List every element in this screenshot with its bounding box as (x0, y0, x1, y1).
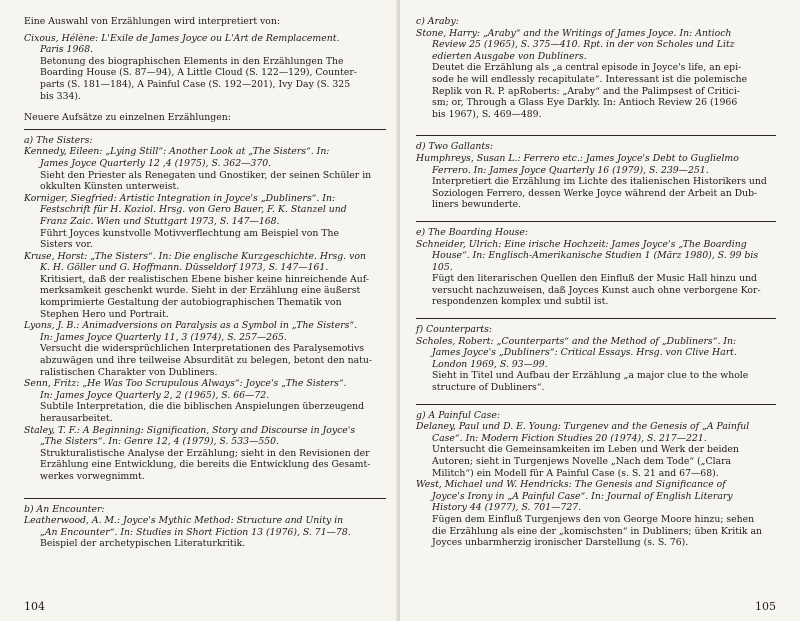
text-line: Paris 1968. (40, 44, 94, 56)
text-line: Senn, Fritz: „He Was Too Scrupulous Always“: Joyce's „The Sisters“. (24, 378, 347, 390)
text-line: Erzählung eine Entwicklung, die bereits die Entwicklung des Gesamt- (40, 459, 371, 471)
text-line: Case“. In: Modern Fiction Studies 20 (1974), S. 217—221. (432, 432, 707, 444)
text-line: Cixous, Hélène: L'Exile de James Joyce ou L'Art de Remplacement. (24, 32, 340, 44)
text-line: Ferrero. In: James Joyce Quarterly 16 (1979), S. 239—251. (432, 164, 709, 176)
text-line: Fügt den literarischen Quellen den Einfluß der Music Hall hinzu und (432, 273, 758, 285)
text-line: Strukturalistische Analyse der Erzählung; sieht in den Revisionen der (40, 447, 370, 459)
left-page-content (24, 16, 386, 550)
text-line: Untersucht die Gemeinsamkeiten im Leben und Werk der beiden (432, 444, 739, 456)
text-line: werkes vorwegnimmt. (40, 470, 145, 482)
right-page (400, 0, 800, 621)
text-line: Kritisiert, daß der realistischen Ebene bisher keine hinreichende Auf- (40, 273, 369, 285)
text-line: Kruse, Horst: „The Sisters“. In: Die englische Kurzgeschichte. Hrsg. von (24, 250, 366, 262)
text-line: Delaney, Paul und D. E. Young: Turgenev and the Genesis of „A Painful (416, 421, 750, 433)
text-line: Sisters vor. (40, 239, 93, 251)
text-line: James Joyce's „Dubliners“: Critical Essays. Hrsg. von Clive Hart. (432, 347, 737, 359)
text-line: merksamkeit geschenkt wurde. Sieht in der Erzählung eine äußerst (40, 285, 361, 297)
spacer (24, 483, 386, 493)
section-divider (24, 129, 386, 130)
text-line: d) Two Gallants: (416, 141, 493, 153)
left-page-number: 104 (24, 600, 45, 613)
text-line: Schneider, Ulrich: Eine irische Hochzeit: James Joyce's „The Boarding (416, 238, 747, 250)
text-line: sm; or, Through a Glass Eye Darkly. In: Antioch Review 26 (1966 (432, 97, 738, 109)
text-line: Joyce's Irony in „A Painful Case“. In: Journal of English Literary (432, 490, 733, 502)
text-line: Soziologen Ferrero, dessen Werke Joyce während der Arbeit an Dub- (432, 187, 758, 199)
text-line: a) The Sisters: (24, 134, 93, 146)
text-line: edierten Ausgabe von Dubliners. (432, 50, 587, 62)
text-line: Betonung des biographischen Elements in den Erzählungen The (40, 55, 344, 67)
text-line: Beispiel der archetypischen Literaturkritik. (40, 538, 246, 550)
text-line: Scholes, Robert: „Counterparts“ and the Method of „Dubliners“. In: (416, 335, 737, 347)
text-line: „An Encounter“. In: Studies in Short Fiction 13 (1976), S. 71—78. (40, 526, 351, 538)
text-line: Stone, Harry: „Araby“ and the Writings of James Joyce. In: Antioch (416, 27, 732, 39)
text-line: okkulten Künsten unterweist. (40, 181, 180, 193)
text-line: Franz Zaic. Wien und Stuttgart 1973, S. 147—168. (40, 215, 280, 227)
text-line: abzuwägen und ihre teilweise Absurdität zu belegen, betont den natu- (40, 355, 373, 367)
right-page-number: 105 (755, 600, 776, 613)
text-line: London 1969, S. 93—99. (432, 358, 548, 370)
text-line: Deutet die Erzählung als „a central episode in Joyce's life, an epi- (432, 62, 742, 74)
text-line: Subtile Interpretation, die die biblischen Anspielungen überzeugend (40, 401, 365, 413)
text-line: 105. (432, 261, 453, 273)
text-line: In: James Joyce Quarterly 11, 3 (1974), S. 257—265. (40, 331, 287, 343)
section-divider (24, 498, 386, 499)
spacer (416, 308, 776, 313)
text-line: Lyons, J. B.: Animadversions on Paralysis as a Symbol in „The Sisters“. (24, 320, 358, 332)
section-divider (416, 135, 776, 136)
text-line: Interpretiert die Erzählung im Lichte des italienischen Historikers und (432, 176, 767, 188)
text-line: Leatherwood, A. M.: Joyce's Mythic Method: Structure and Unity in (24, 515, 344, 527)
text-line: g) A Painful Case: (416, 409, 500, 421)
spacer (24, 102, 386, 112)
text-line: History 44 (1977), S. 701—727. (432, 502, 582, 514)
text-line: bis 1967), S. 469—489. (432, 108, 542, 120)
text-line: c) Araby: (416, 16, 459, 27)
section-divider (416, 404, 776, 405)
text-line: respondenzen komplex und subtil ist. (432, 296, 609, 308)
text-line: Autoren; sieht in Turgenjews Novelle „Nach dem Tode“ („Clara (432, 456, 732, 467)
text-line: Festschrift für H. Koziol. Hrsg. von Gero Bauer, F. K. Stanzel und (40, 204, 347, 216)
text-line: Review 25 (1965), S. 375—410. Rpt. in der von Scholes und Litz (432, 39, 735, 51)
text-line: Joyces unbarmherzig ironischer Darstellung (s. S. 76). (432, 537, 689, 549)
spacer (416, 120, 776, 130)
text-line: bis 334). (40, 90, 81, 102)
text-line: Fügen dem Einfluß Turgenjews den von George Moore hinzu; sehen (432, 513, 755, 525)
text-line: Führt Joyces kunstvolle Motivverflechtung am Beispiel von The (40, 227, 339, 239)
spacer (416, 394, 776, 399)
text-line: e) The Boarding House: (416, 226, 529, 238)
text-line: Versucht die widersprüchlichen Interpretationen des Paralysemotivs (40, 343, 365, 355)
text-line: West, Michael und W. Hendricks: The Genesis and Significance of (416, 479, 726, 491)
text-line: Eine Auswahl von Erzählungen wird interpretiert von: (24, 16, 281, 27)
text-line: Staley, T. F.: A Beginning: Signification, Story and Discourse in Joyce's (24, 424, 356, 436)
text-line: K. H. Göller und G. Hoffmann. Düsseldorf 1973, S. 147—161. (40, 262, 329, 274)
text-line: f) Counterparts: (416, 324, 492, 336)
text-line: In: James Joyce Quarterly 2, 2 (1965), S. 66—72. (40, 389, 270, 401)
text-line: Sieht in Titel und Aufbau der Erzählung „a major clue to the whole (432, 370, 749, 382)
text-line: Neuere Aufsätze zu einzelnen Erzählungen: (24, 112, 231, 124)
text-line: die Erzählung als eine der „komischsten“ in Dubliners; üben Kritik an (432, 525, 763, 537)
text-line: herausarbeitet. (40, 413, 113, 424)
text-line: Stephen Hero und Portrait. (40, 308, 169, 320)
right-page-content (416, 16, 776, 549)
text-line: liners bewunderte. (432, 199, 522, 211)
text-line: Boarding House (S. 87—94), A Little Cloud (S. 122—129), Counter- (40, 67, 357, 79)
text-line: Sieht den Priester als Renegaten und Gnostiker, der seinen Schüler in (40, 169, 372, 181)
text-line: Korniger, Siegfried: Artistic Integration in Joyce's „Dubliners“. In: (24, 192, 336, 204)
text-line: Kennedy, Eileen: „Lying Still“: Another Look at „The Sisters“. In: (24, 146, 330, 158)
text-line: structure of Dubliners“. (432, 382, 545, 394)
text-line: komprimierte Gestaltung der autobiographischen Thematik von (40, 297, 342, 309)
section-divider (416, 221, 776, 222)
spacer (416, 211, 776, 216)
text-line: b) An Encounter: (24, 503, 105, 515)
text-line: parts (S. 181—184), A Painful Case (S. 192—201), Ivy Day (S. 325 (40, 78, 351, 90)
text-line: House“. In: Englisch-Amerikanische Studien 1 (März 1980), S. 99 bis (432, 250, 759, 262)
section-divider (416, 318, 776, 319)
text-line: Humphreys, Susan L.: Ferrero etc.: James Joyce's Debt to Guglielmo (416, 152, 739, 164)
text-line: versucht nachzuweisen, daß Joyces Kunst auch ohne verborgene Kor- (432, 284, 761, 296)
text-line: ralistischen Charakter von Dubliners. (40, 366, 218, 378)
text-line: Replik von R. P. apRoberts: „Araby“ and the Palimpsest of Critici- (432, 85, 740, 97)
text-line: James Joyce Quarterly 12 ,4 (1975), S. 362—370. (40, 157, 272, 169)
text-line: sode he will endlessly recapitulate“. Interessant ist die polemische (432, 73, 748, 85)
text-line: „The Sisters“. In: Genre 12, 4 (1979), S. 533—550. (40, 436, 280, 448)
text-line: Militch“) ein Modell für A Painful Case (s. S. 21 and 67—68). (432, 467, 719, 479)
